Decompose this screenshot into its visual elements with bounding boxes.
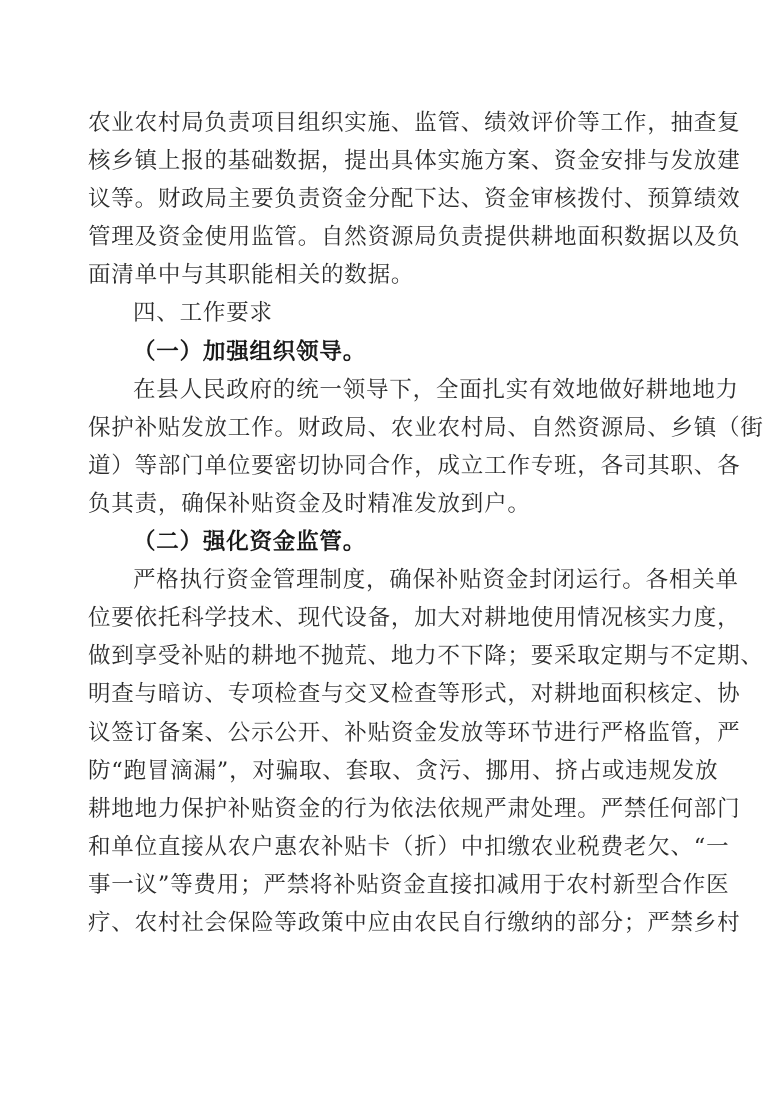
subsection-heading: （一）加强组织领导。 <box>133 338 367 365</box>
paragraph-line: 议等。财政局主要负责资金分配下达、资金审核拨付、预算绩效 <box>88 186 741 213</box>
paragraph-line: 在县人民政府的统一领导下，全面扎实有效地做好耕地地力 <box>133 376 739 403</box>
paragraph-line: 核乡镇上报的基础数据，提出具体实施方案、资金安排与发放建 <box>88 148 741 175</box>
paragraph-line: 事一议”等费用；严禁将补贴资金直接扣减用于农村新型合作医 <box>88 871 730 898</box>
section-heading: 四、工作要求 <box>133 300 273 327</box>
paragraph-line: 防“跑冒滴漏”，对骗取、套取、贪污、挪用、挤占或违规发放 <box>88 757 719 784</box>
document-body <box>88 104 764 942</box>
paragraph-line: 和单位直接从农户惠农补贴卡（折）中扣缴农业税费老欠、“一 <box>88 833 730 860</box>
paragraph-line: 位要依托科学技术、现代设备，加大对耕地使用情况核实力度， <box>88 605 741 632</box>
paragraph-line: 耕地地力保护补贴资金的行为依法依规严肃处理。严禁任何部门 <box>88 795 741 822</box>
paragraph-line: 道）等部门单位要密切协同合作，成立工作专班，各司其职、各 <box>88 452 741 479</box>
paragraph-line: 严格执行资金管理制度，确保补贴资金封闭运行。各相关单 <box>133 567 739 594</box>
paragraph-line: 保护补贴发放工作。财政局、农业农村局、自然资源局、乡镇（街 <box>88 414 764 441</box>
paragraph-line: 疗、农村社会保险等政策中应由农民自行缴纳的部分；严禁乡村 <box>88 909 741 936</box>
subsection-heading: （二）强化资金监管。 <box>133 529 367 556</box>
paragraph-line: 明查与暗访、专项检查与交叉检查等形式，对耕地面积核定、协 <box>88 681 741 708</box>
paragraph-line: 面清单中与其职能相关的数据。 <box>88 262 415 289</box>
paragraph-line: 管理及资金使用监管。自然资源局负责提供耕地面积数据以及负 <box>88 224 741 251</box>
paragraph-line: 农业农村局负责项目组织实施、监管、绩效评价等工作，抽查复 <box>88 110 741 136</box>
paragraph-line: 议签订备案、公示公开、补贴资金发放等环节进行严格监管，严 <box>88 719 741 746</box>
paragraph-line: 负其责，确保补贴资金及时精准发放到户。 <box>88 490 531 517</box>
paragraph-line: 做到享受补贴的耕地不抛荒、地力不下降；要采取定期与不定期、 <box>88 643 764 670</box>
